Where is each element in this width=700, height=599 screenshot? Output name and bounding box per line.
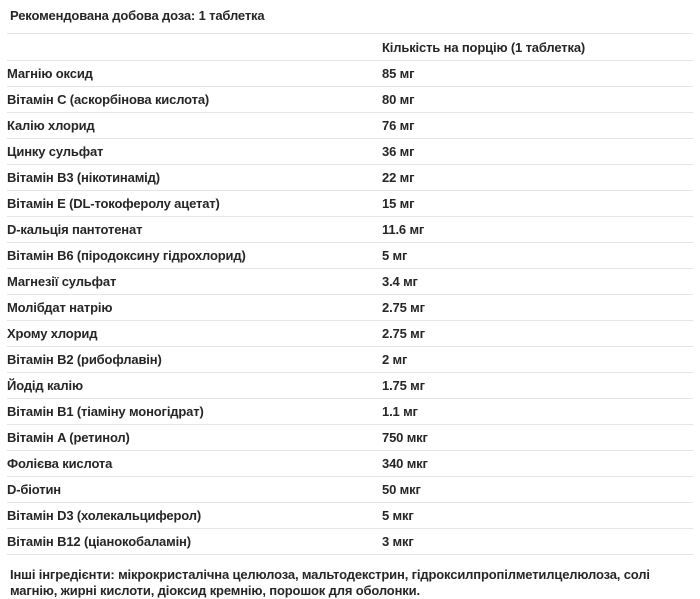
ingredient-name: Вітамін B12 (ціанокобаламін) [7,529,382,555]
ingredient-name: Фолієва кислота [7,451,382,477]
ingredient-name: D-біотин [7,477,382,503]
table-row [7,243,693,269]
table-row [7,269,693,295]
table-row [7,347,693,373]
table-row [7,399,693,425]
ingredient-name: Вітамін B2 (рибофлавін) [7,347,382,373]
page-title: Рекомендована добова доза: 1 таблетка [10,8,265,23]
table-row [7,295,693,321]
ingredient-name: Калію хлорид [7,113,382,139]
ingredient-name: Магнію оксид [7,61,382,87]
ingredient-amount: 85 мг [382,61,693,87]
ingredient-amount: 1.1 мг [382,399,693,425]
ingredient-name: Вітамін A (ретинол) [7,425,382,451]
table-row [7,139,693,165]
table-row [7,191,693,217]
table-row [7,425,693,451]
ingredient-name: Вітамін C (аскорбінова кислота) [7,87,382,113]
ingredient-name: Вітамін B1 (тіаміну моногідрат) [7,399,382,425]
table-body [7,61,693,555]
ingredient-name: Цинку сульфат [7,139,382,165]
ingredient-amount: 15 мг [382,191,693,217]
ingredient-amount: 2.75 мг [382,295,693,321]
other-ingredients-note: Інші інгредієнти: мікрокристалічна целюлоза, мальтодекстрин, гідроксилпропілметилцелюлоза, солі магнію, жирні кислоти, діоксид кремнію, порошок для оболонки. [10,567,650,598]
ingredient-name: Вітамін E (DL-токоферолу ацетат) [7,191,382,217]
ingredient-amount: 36 мг [382,139,693,165]
table-row [7,477,693,503]
table-row [7,529,693,555]
ingredient-amount: 2.75 мг [382,321,693,347]
table-row [7,113,693,139]
ingredient-name: Вітамін B6 (піродоксину гідрохлорид) [7,243,382,269]
table-row [7,373,693,399]
ingredient-amount: 750 мкг [382,425,693,451]
table-row [7,503,693,529]
ingredient-amount: 340 мкг [382,451,693,477]
ingredient-amount: 3.4 мг [382,269,693,295]
ingredient-amount: 80 мг [382,87,693,113]
ingredient-amount: 1.75 мг [382,373,693,399]
ingredient-amount: 5 мг [382,243,693,269]
ingredient-name: Хрому хлорид [7,321,382,347]
table-row [7,165,693,191]
ingredient-amount: 2 мг [382,347,693,373]
ingredient-name: Вітамін B3 (нікотинамід) [7,165,382,191]
table-header-row [7,34,693,61]
ingredient-column-header [7,34,382,61]
ingredient-name: Молібдат натрію [7,295,382,321]
supplement-facts-table [7,33,693,555]
table-row [7,217,693,243]
table-row [7,451,693,477]
ingredient-amount: 5 мкг [382,503,693,529]
ingredient-amount: 3 мкг [382,529,693,555]
ingredient-amount: 50 мкг [382,477,693,503]
ingredient-amount: 76 мг [382,113,693,139]
ingredient-name: D-кальція пантотенат [7,217,382,243]
ingredient-name: Магнезії сульфат [7,269,382,295]
table-row [7,321,693,347]
ingredient-amount: 22 мг [382,165,693,191]
ingredient-name: Йодід калію [7,373,382,399]
table-row [7,61,693,87]
ingredient-name: Вітамін D3 (холекальциферол) [7,503,382,529]
table-row [7,87,693,113]
ingredient-amount: 11.6 мг [382,217,693,243]
amount-column-header: Кількість на порцію (1 таблетка) [382,34,693,61]
